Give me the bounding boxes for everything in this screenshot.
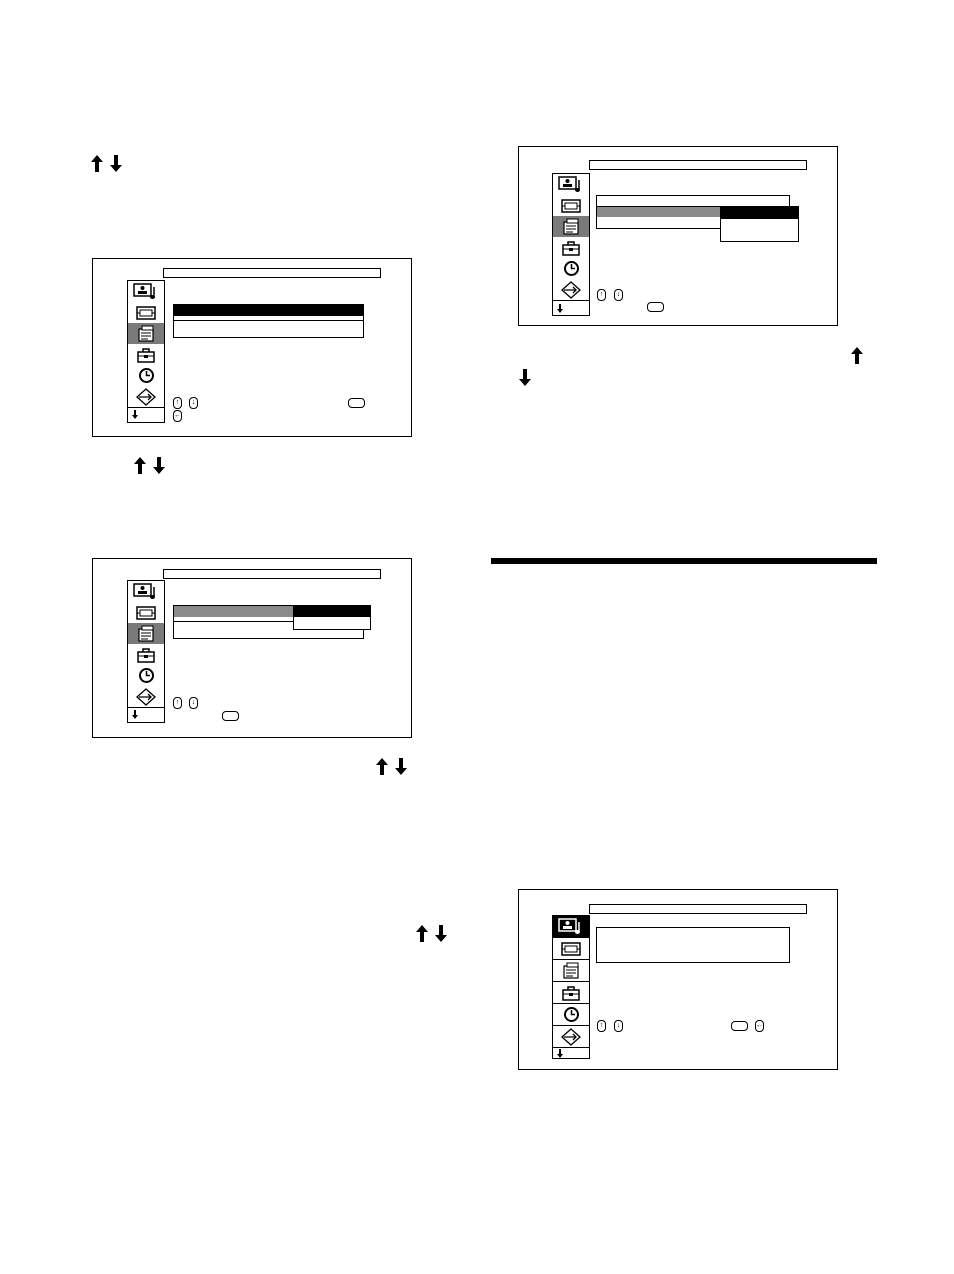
down-arrow-icon	[153, 457, 165, 474]
osd-menu-figure-2	[92, 558, 412, 738]
menu-item-screen[interactable]	[128, 302, 164, 323]
scroll-down-arrow-icon[interactable]	[132, 710, 138, 719]
up-key-icon: ↑	[173, 697, 182, 709]
osd-menu-figure-1	[92, 258, 412, 437]
down-arrow-icon	[395, 758, 407, 775]
enter-key-icon	[731, 1021, 748, 1031]
enter-key-icon	[222, 711, 239, 721]
screen-icon	[136, 606, 156, 620]
feature-icon	[137, 325, 155, 342]
feature-icon	[562, 962, 580, 979]
down-key-icon: ↓	[614, 289, 623, 301]
down-key-icon: ↓	[614, 1020, 623, 1032]
menu-title-bar	[163, 268, 381, 278]
osd-menu-figure-3	[518, 146, 838, 326]
option-popup	[293, 605, 371, 630]
menu-item-screen[interactable]	[128, 602, 164, 623]
setup-toolbox-icon	[562, 985, 580, 1001]
submenu-list	[173, 304, 364, 338]
timer-clock-icon	[138, 367, 155, 384]
feature-icon	[562, 218, 580, 235]
menu-item-feature[interactable]	[553, 216, 589, 237]
menu-icon-column	[552, 915, 590, 1059]
menu-item-screen[interactable]	[553, 938, 589, 959]
input-output-icon	[561, 281, 581, 299]
up-arrow-icon	[376, 758, 388, 775]
menu-icon-column	[127, 580, 165, 723]
up-arrow-icon	[134, 457, 146, 474]
menu-item-picture-sound[interactable]	[553, 916, 589, 937]
submenu-row-selected[interactable]	[174, 305, 363, 316]
menu-title-bar	[589, 904, 807, 914]
menu-title-bar	[163, 569, 381, 579]
screen-icon	[561, 942, 581, 956]
setup-toolbox-icon	[137, 647, 155, 663]
input-output-icon	[136, 388, 156, 406]
timer-clock-icon	[138, 667, 155, 684]
enter-key-icon	[647, 302, 664, 312]
menu-item-input-output[interactable]	[553, 1026, 589, 1047]
feature-icon	[137, 625, 155, 642]
submenu-panel	[596, 927, 790, 963]
down-arrow-icon	[110, 155, 122, 172]
left-key-icon: ←	[755, 1020, 764, 1032]
menu-icon-column	[127, 280, 165, 423]
menu-item-timer[interactable]	[128, 665, 164, 686]
picture-sound-icon	[133, 283, 159, 300]
down-arrow-icon	[519, 369, 531, 386]
option-selected[interactable]	[721, 207, 798, 219]
picture-sound-icon	[133, 583, 159, 600]
timer-clock-icon	[563, 260, 580, 277]
menu-item-feature[interactable]	[553, 960, 589, 981]
screen-icon	[136, 306, 156, 320]
input-output-icon	[136, 688, 156, 706]
menu-item-picture-sound[interactable]	[128, 581, 164, 602]
up-arrow-icon	[851, 347, 863, 364]
setup-toolbox-icon	[137, 347, 155, 363]
screen-icon	[561, 199, 581, 213]
menu-title-bar	[589, 160, 807, 170]
menu-item-feature[interactable]	[128, 623, 164, 644]
menu-item-timer[interactable]	[553, 1004, 589, 1025]
down-arrow-icon	[435, 925, 447, 942]
menu-item-timer[interactable]	[128, 365, 164, 386]
setup-toolbox-icon	[562, 240, 580, 256]
up-key-icon: ↑	[173, 397, 182, 409]
menu-item-feature[interactable]	[128, 323, 164, 344]
menu-item-input-output[interactable]	[128, 686, 164, 707]
down-key-icon: ↓	[189, 697, 198, 709]
scroll-down-arrow-icon[interactable]	[557, 304, 563, 313]
menu-icon-column	[552, 173, 590, 316]
down-key-icon: ↓	[189, 397, 198, 409]
menu-item-input-output[interactable]	[553, 279, 589, 300]
menu-item-setup[interactable]	[128, 344, 164, 365]
section-heading-rule	[491, 558, 877, 564]
scroll-down-arrow-icon[interactable]	[557, 1049, 563, 1058]
picture-sound-icon	[558, 918, 584, 935]
option-selected[interactable]	[294, 606, 370, 617]
timer-clock-icon	[563, 1006, 580, 1023]
menu-item-setup[interactable]	[553, 237, 589, 258]
menu-item-setup[interactable]	[553, 982, 589, 1003]
up-arrow-icon	[91, 155, 103, 172]
submenu-row-selected[interactable]	[597, 207, 722, 217]
menu-item-timer[interactable]	[553, 258, 589, 279]
picture-sound-icon	[558, 176, 584, 193]
up-key-icon: ↑	[597, 289, 606, 301]
left-key-icon: ←	[173, 410, 182, 422]
menu-item-input-output[interactable]	[128, 386, 164, 407]
menu-item-picture-sound[interactable]	[128, 281, 164, 302]
menu-item-setup[interactable]	[128, 644, 164, 665]
enter-key-icon	[348, 398, 365, 408]
osd-menu-figure-4	[518, 889, 838, 1070]
input-output-icon	[561, 1028, 581, 1046]
option-popup	[720, 206, 799, 242]
scroll-down-arrow-icon[interactable]	[132, 410, 138, 419]
up-arrow-icon	[416, 925, 428, 942]
menu-item-picture-sound[interactable]	[553, 174, 589, 195]
menu-item-screen[interactable]	[553, 195, 589, 216]
submenu-row-selected[interactable]	[174, 606, 296, 617]
up-key-icon: ↑	[597, 1020, 606, 1032]
